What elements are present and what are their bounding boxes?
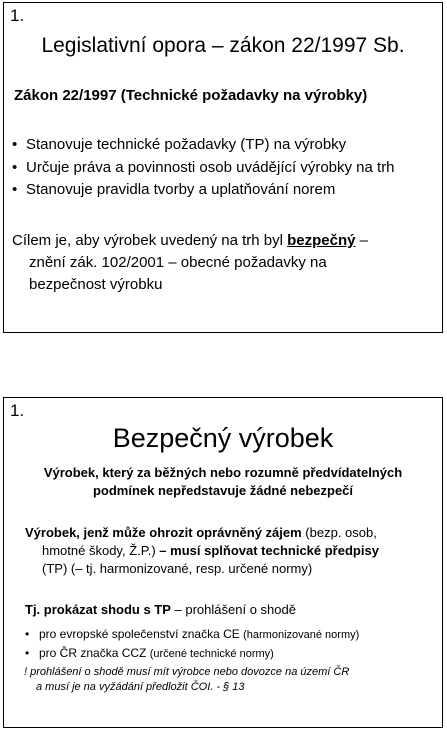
slide-2 — [3, 397, 443, 728]
list-item: • pro ČR značka CCZ (určené technické normy) — [25, 644, 359, 663]
slide-title: Legislativní opora – zákon 22/1997 Sb. — [41, 34, 405, 57]
slide-number: 1. — [10, 401, 25, 420]
threat-line-2: hmotné škody, Ž.P.) — [42, 543, 156, 558]
threat-requirement: – musí splňovat technické předpisy — [155, 543, 379, 558]
list-item: • Stanovuje technické požadavky (TP) na výrobky — [12, 134, 395, 157]
slide-subtitle: Zákon 22/1997 (Technické požadavky na výrobky) — [14, 87, 368, 104]
slide-title: Bezpečný výrobek — [112, 423, 334, 453]
goal-emphasis: bezpečný — [287, 232, 356, 249]
footnote — [24, 665, 349, 695]
footnote-line-2: a musí je na vyžádání předložit ČOI. - § 13 — [36, 681, 245, 693]
threat-rest: (bezp. osob, — [301, 525, 377, 540]
slide-number: 1. — [10, 6, 25, 25]
conformity-rest: – prohlášení o shodě — [170, 602, 296, 617]
threat-paragraph — [25, 524, 379, 578]
definition-line-1: Výrobek, který za běžných nebo rozumně předvídatelných — [43, 465, 403, 480]
list-item: • Určuje práva a povinnosti osob uvádějící výrobky na trh — [12, 157, 395, 180]
list-item: • Stanovuje pravidla tvorby a uplatňování norem — [12, 179, 395, 202]
threat-bold: Výrobek, jenž může ohrozit oprávněný zájem — [25, 525, 302, 540]
threat-line-3: (TP) (– tj. harmonizované, resp. určené normy) — [42, 561, 313, 576]
conformity-bold: Tj. prokázat shodu s TP — [25, 602, 171, 617]
bullet-list — [12, 134, 395, 202]
list-item: • pro evropské společenství značka CE (harmonizované normy) — [25, 625, 359, 644]
goal-line-3: bezpečnost výrobku — [29, 276, 163, 293]
footnote-line-1: ! prohlášení o shodě musí mít výrobce nebo dovozce na území ČR — [24, 666, 350, 678]
definition-line-2: podmínek nepředstavuje žádné nebezpečí — [92, 483, 354, 498]
goal-line-2: znění zák. 102/2001 – obecné požadavky na — [29, 254, 327, 271]
slide-1 — [3, 2, 443, 333]
goal-paragraph — [12, 230, 368, 296]
goal-prefix: Cílem je, aby výrobek uvedený na trh byl — [12, 232, 288, 249]
marks-list — [25, 625, 359, 663]
definition — [4, 464, 442, 500]
conformity — [25, 602, 296, 617]
goal-suffix: – — [355, 232, 369, 249]
